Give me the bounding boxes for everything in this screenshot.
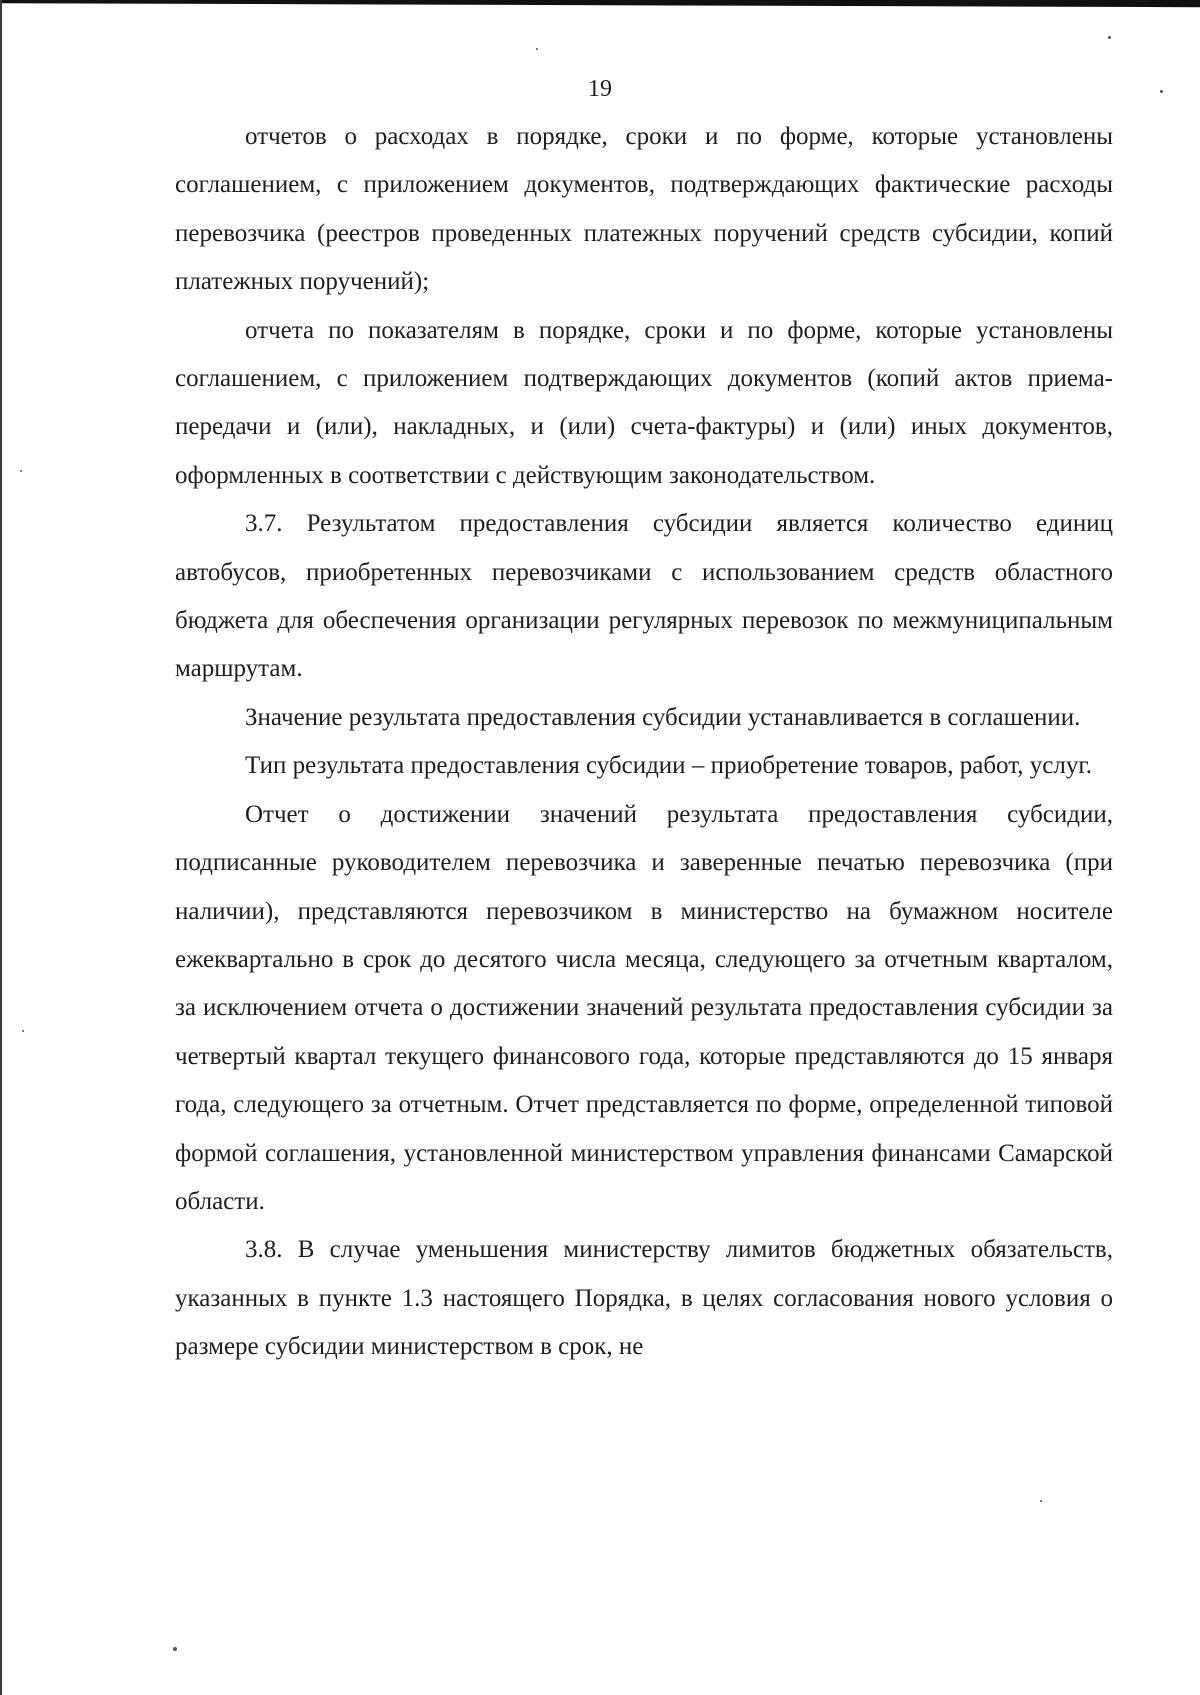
scan-speck [1040,1500,1042,1502]
scan-speck [536,48,538,50]
scan-speck [22,1030,24,1032]
scan-speck [173,1647,177,1651]
scan-speck [20,470,22,472]
scan-top-border [0,0,1200,8]
paragraph-section-3-7: 3.7. Результатом предоставления субсидии является количество единиц автобусов, приобретенных перевозчиками с использованием средств областного бюджета для обеспечения организации регулярных перевозок по межмуниципальным маршрутам. [175,510,1113,683]
paragraph: отчетов о расходах в порядке, сроки и по форме, которые установлены соглашением, с приложением документов, подтверждающих фактические расходы перевозчика (реестров проведенных платежных поручений средств субсидии, копий платежных поручений); [175,123,1113,296]
paragraph: Тип результата предоставления субсидии – приобретение товаров, работ, услуг. [245,752,1093,780]
paragraph: Значение результата предоставления субсидии устанавливается в соглашении. [245,703,1081,731]
document-body [175,113,1113,1372]
page-number: 19 [588,76,612,102]
paragraph-section-3-8: 3.8. В случае уменьшения министерству лимитов бюджетных обязательств, указанных в пункте 1.3 настоящего Порядка, в целях согласования нового условия о размере субсидии министерством в срок, не [175,1236,1113,1361]
paragraph: отчета по показателям в порядке, сроки и по форме, которые установлены соглашением, с приложением подтверждающих документов (копий актов приема-передачи и (или), накладных, и (или) счета-фактуры) и (или) иных документов, оформленных в соответствии с действующим законодательством. [175,316,1113,489]
paragraph: Отчет о достижении значений результата предоставления субсидии, подписанные руководителем перевозчика и заверенные печатью перевозчика (при наличии), представляются перевозчиком в министерство на бумажном носителе ежеквартально в срок до десятого числа месяца, следующего за отчетным кварталом, за исключением отчета о достижении значений результата предоставления субсидии за четвертый квартал текущего финансового года, которые представляются до 15 января года, следующего за отчетным. Отчет представляется по форме, определенной типовой формой соглашения, установленной министерством управления финансами Самарской области. [175,800,1113,1215]
scan-speck [1108,36,1111,39]
scan-left-edge [0,0,2,1695]
